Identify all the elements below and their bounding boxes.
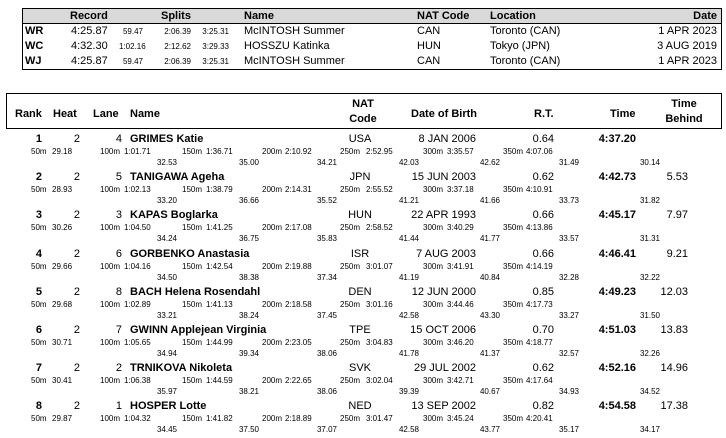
rank: 3 <box>35 209 42 221</box>
rank: 4 <box>35 248 42 260</box>
results-header <box>6 93 722 129</box>
final-time: 4:51.03 <box>598 324 636 336</box>
split-difference: 35.83 <box>316 234 337 243</box>
split-distance: 100m <box>100 376 121 385</box>
record-name: McINTOSH Summer <box>244 55 345 67</box>
split-distance: 350m <box>503 223 524 232</box>
rank: 2 <box>35 171 42 183</box>
split-distance: 150m <box>182 376 203 385</box>
split-difference: 33.21 <box>156 311 177 320</box>
split-cumulative: 3:04.83 <box>366 338 393 347</box>
record-nat: CAN <box>417 55 441 67</box>
split-distance: 250m <box>340 338 361 347</box>
split-cumulative: 30.71 <box>52 338 73 347</box>
record-split-100: 2:12.62 <box>164 42 191 51</box>
final-time: 4:52.16 <box>598 362 636 374</box>
split-cumulative: 1:04.32 <box>124 414 151 423</box>
split-distance: 250m <box>340 414 361 423</box>
header-nat-code: NAT Code <box>417 10 470 22</box>
split-difference: 35.00 <box>238 158 259 167</box>
nat-code: USA <box>348 133 372 145</box>
header-rt: R.T. <box>534 108 554 120</box>
nat-code: JPN <box>349 171 371 183</box>
result-row <box>0 360 726 400</box>
split-distance: 50m <box>31 223 47 232</box>
split-distance: 200m <box>262 376 283 385</box>
header-record: Record <box>70 10 108 22</box>
split-distance: 300m <box>423 147 444 156</box>
date-of-birth: 8 JAN 2006 <box>418 133 476 145</box>
split-distance: 100m <box>100 185 121 194</box>
split-difference: 34.17 <box>639 425 660 434</box>
record-date: 1 APR 2023 <box>658 25 717 37</box>
split-cumulative: 4:10.91 <box>526 185 553 194</box>
heat: 2 <box>73 362 80 374</box>
split-difference: 33.73 <box>558 196 579 205</box>
split-cumulative: 30.41 <box>52 376 73 385</box>
split-distance: 250m <box>340 300 361 309</box>
split-distance: 350m <box>503 147 524 156</box>
record-split-50: 1:02.16 <box>119 42 146 51</box>
split-difference: 40.84 <box>479 273 500 282</box>
split-distance: 250m <box>340 147 361 156</box>
split-difference: 34.21 <box>316 158 337 167</box>
athlete-name: HOSPER Lotte <box>130 400 207 412</box>
date-of-birth: 13 SEP 2002 <box>411 400 476 412</box>
split-difference: 35.97 <box>156 387 177 396</box>
split-distance: 50m <box>31 376 47 385</box>
split-cumulative: 2:55.52 <box>366 185 393 194</box>
split-cumulative: 4:20.41 <box>526 414 553 423</box>
split-difference: 41.44 <box>398 234 419 243</box>
split-distance: 300m <box>423 300 444 309</box>
nat-code: SVK <box>348 362 371 374</box>
split-distance: 100m <box>100 262 121 271</box>
split-cumulative: 1:04.16 <box>124 262 151 271</box>
result-row <box>0 207 726 247</box>
split-cumulative: 3:01.07 <box>366 262 393 271</box>
header-behind-line2: Behind <box>665 113 703 125</box>
split-cumulative: 2:18.89 <box>285 414 312 423</box>
date-of-birth: 29 JUL 2002 <box>414 362 476 374</box>
rank: 1 <box>35 133 42 145</box>
split-difference: 40.67 <box>479 387 500 396</box>
athlete-name: TRNIKOVA Nikoleta <box>130 362 233 374</box>
split-distance: 200m <box>262 338 283 347</box>
final-time: 4:37.20 <box>598 133 636 145</box>
record-split-150: 3:25.31 <box>202 57 229 66</box>
split-distance: 150m <box>182 262 203 271</box>
reaction-time: 0.66 <box>532 209 554 221</box>
split-distance: 100m <box>100 414 121 423</box>
split-cumulative: 1:44.59 <box>206 376 233 385</box>
split-distance: 200m <box>262 262 283 271</box>
header-splits: Splits <box>161 10 191 22</box>
split-difference: 41.21 <box>398 196 419 205</box>
final-time: 4:49.23 <box>598 286 636 298</box>
split-cumulative: 1:05.65 <box>124 338 151 347</box>
records-header <box>23 9 721 24</box>
record-type: WR <box>25 25 44 37</box>
record-name: McINTOSH Summer <box>244 25 345 37</box>
split-difference: 42.62 <box>479 158 500 167</box>
split-distance: 250m <box>340 223 361 232</box>
heat: 2 <box>73 324 80 336</box>
record-row <box>23 24 721 39</box>
header-name: Name <box>130 108 160 120</box>
split-difference: 35.52 <box>316 196 337 205</box>
heat: 2 <box>73 209 80 221</box>
header-time: Time <box>610 108 636 120</box>
header-lane: Lane <box>93 108 119 120</box>
record-split-100: 2:06.39 <box>164 27 191 36</box>
split-difference: 38.06 <box>316 349 337 358</box>
record-nat: CAN <box>417 25 441 37</box>
split-distance: 50m <box>31 300 47 309</box>
split-cumulative: 3:35.57 <box>447 147 474 156</box>
split-cumulative: 3:37.18 <box>447 185 474 194</box>
record-time: 4:25.87 <box>71 25 108 37</box>
reaction-time: 0.62 <box>532 362 554 374</box>
date-of-birth: 15 JUN 2003 <box>411 171 476 183</box>
split-difference: 31.82 <box>639 196 660 205</box>
split-difference: 41.19 <box>398 273 419 282</box>
split-cumulative: 1:02.89 <box>124 300 151 309</box>
split-cumulative: 3:41.91 <box>447 262 474 271</box>
heat: 2 <box>73 400 80 412</box>
date-of-birth: 12 JUN 2000 <box>411 286 476 298</box>
split-cumulative: 3:42.71 <box>447 376 474 385</box>
split-distance: 350m <box>503 262 524 271</box>
split-difference: 36.66 <box>238 196 259 205</box>
split-cumulative: 4:13.86 <box>526 223 553 232</box>
split-difference: 36.75 <box>238 234 259 243</box>
record-location: Toronto (CAN) <box>490 55 561 67</box>
split-cumulative: 3:40.29 <box>447 223 474 232</box>
athlete-name: BACH Helena Rosendahl <box>130 286 261 298</box>
lane: 3 <box>115 209 122 221</box>
split-distance: 300m <box>423 376 444 385</box>
lane: 4 <box>115 133 122 145</box>
split-cumulative: 1:42.54 <box>206 262 233 271</box>
record-split-50: 59.47 <box>122 57 143 66</box>
time-behind: 14.96 <box>660 362 688 374</box>
split-distance: 350m <box>503 414 524 423</box>
split-cumulative: 2:17.08 <box>285 223 312 232</box>
split-cumulative: 4:14.19 <box>526 262 553 271</box>
athlete-name: GORBENKO Anastasia <box>130 248 250 260</box>
split-difference: 33.20 <box>156 196 177 205</box>
time-behind: 9.21 <box>666 248 688 260</box>
split-cumulative: 29.66 <box>52 262 73 271</box>
split-difference: 41.37 <box>479 349 500 358</box>
split-cumulative: 1:41.13 <box>206 300 233 309</box>
split-cumulative: 1:38.79 <box>206 185 233 194</box>
nat-code: DEN <box>348 286 372 298</box>
split-cumulative: 4:17.64 <box>526 376 553 385</box>
reaction-time: 0.82 <box>532 400 554 412</box>
split-difference: 31.50 <box>639 311 660 320</box>
rank: 6 <box>35 324 42 336</box>
lane: 8 <box>115 286 122 298</box>
split-difference: 37.45 <box>316 311 337 320</box>
time-behind: 17.38 <box>660 400 688 412</box>
athlete-name: GWINN Applejean Virginia <box>130 324 267 336</box>
split-cumulative: 4:17.73 <box>526 300 553 309</box>
lane: 7 <box>115 324 122 336</box>
header-name: Name <box>244 10 274 22</box>
record-row <box>23 54 721 69</box>
split-distance: 150m <box>182 338 203 347</box>
split-distance: 150m <box>182 147 203 156</box>
split-distance: 350m <box>503 338 524 347</box>
split-distance: 300m <box>423 414 444 423</box>
split-distance: 50m <box>31 338 47 347</box>
split-cumulative: 2:18.58 <box>285 300 312 309</box>
reaction-time: 0.62 <box>532 171 554 183</box>
split-cumulative: 3:01.47 <box>366 414 393 423</box>
result-row <box>0 398 726 438</box>
split-distance: 50m <box>31 414 47 423</box>
record-split-150: 3:25.31 <box>202 27 229 36</box>
split-distance: 50m <box>31 185 47 194</box>
record-split-50: 59.47 <box>122 27 143 36</box>
record-nat: HUN <box>417 40 441 52</box>
split-difference: 34.93 <box>558 387 579 396</box>
split-distance: 100m <box>100 147 121 156</box>
date-of-birth: 22 APR 1993 <box>411 209 476 221</box>
split-cumulative: 1:01.71 <box>124 147 151 156</box>
split-distance: 150m <box>182 300 203 309</box>
split-distance: 100m <box>100 338 121 347</box>
split-cumulative: 4:07.06 <box>526 147 553 156</box>
final-time: 4:45.17 <box>598 209 636 221</box>
rank: 5 <box>35 286 42 298</box>
split-difference: 32.28 <box>558 273 579 282</box>
result-row <box>0 322 726 362</box>
split-difference: 41.78 <box>398 349 419 358</box>
header-nat-line2: Code <box>349 113 377 125</box>
split-distance: 200m <box>262 223 283 232</box>
split-difference: 41.66 <box>479 196 500 205</box>
nat-code: NED <box>348 400 372 412</box>
split-distance: 300m <box>423 223 444 232</box>
split-cumulative: 3:45.24 <box>447 414 474 423</box>
split-difference: 34.52 <box>639 387 660 396</box>
split-difference: 32.53 <box>156 158 177 167</box>
lane: 1 <box>115 400 122 412</box>
split-distance: 250m <box>340 185 361 194</box>
split-cumulative: 1:04.50 <box>124 223 151 232</box>
split-distance: 300m <box>423 262 444 271</box>
record-date: 1 APR 2023 <box>658 55 717 67</box>
split-distance: 250m <box>340 262 361 271</box>
split-difference: 38.38 <box>238 273 259 282</box>
athlete-name: TANIGAWA Ageha <box>130 171 225 183</box>
split-distance: 200m <box>262 147 283 156</box>
record-type: WJ <box>25 55 42 67</box>
split-distance: 200m <box>262 300 283 309</box>
split-distance: 50m <box>31 262 47 271</box>
split-cumulative: 1:36.71 <box>206 147 233 156</box>
split-cumulative: 2:23.05 <box>285 338 312 347</box>
athlete-name: GRIMES Katie <box>130 133 204 145</box>
split-difference: 32.57 <box>558 349 579 358</box>
split-cumulative: 29.68 <box>52 300 73 309</box>
split-difference: 35.17 <box>558 425 579 434</box>
record-date: 3 AUG 2019 <box>657 40 717 52</box>
split-difference: 37.34 <box>316 273 337 282</box>
nat-code: TPE <box>349 324 371 336</box>
lane: 5 <box>115 171 122 183</box>
heat: 2 <box>73 133 80 145</box>
split-difference: 34.50 <box>156 273 177 282</box>
split-difference: 38.06 <box>316 387 337 396</box>
split-cumulative: 1:06.38 <box>124 376 151 385</box>
split-difference: 32.22 <box>639 273 660 282</box>
split-difference: 37.50 <box>238 425 259 434</box>
rank: 8 <box>35 400 42 412</box>
split-cumulative: 1:02.13 <box>124 185 151 194</box>
final-time: 4:46.41 <box>598 248 636 260</box>
reaction-time: 0.66 <box>532 248 554 260</box>
split-cumulative: 2:52.95 <box>366 147 393 156</box>
header-date: Date <box>693 10 717 22</box>
record-location: Toronto (CAN) <box>490 25 561 37</box>
split-cumulative: 1:44.99 <box>206 338 233 347</box>
split-cumulative: 2:58.52 <box>366 223 393 232</box>
record-time: 4:25.87 <box>71 55 108 67</box>
result-row <box>0 246 726 286</box>
split-cumulative: 29.87 <box>52 414 73 423</box>
records-table <box>22 8 722 70</box>
split-difference: 37.07 <box>316 425 337 434</box>
split-cumulative: 3:46.20 <box>447 338 474 347</box>
split-distance: 150m <box>182 414 203 423</box>
split-distance: 200m <box>262 185 283 194</box>
split-distance: 200m <box>262 414 283 423</box>
date-of-birth: 7 AUG 2003 <box>416 248 476 260</box>
header-rank: Rank <box>15 108 42 120</box>
final-time: 4:54.58 <box>598 400 636 412</box>
reaction-time: 0.85 <box>532 286 554 298</box>
split-distance: 100m <box>100 223 121 232</box>
split-distance: 350m <box>503 185 524 194</box>
split-difference: 34.45 <box>156 425 177 434</box>
result-row <box>0 169 726 209</box>
split-difference: 42.58 <box>398 311 419 320</box>
lane: 2 <box>115 362 122 374</box>
record-split-150: 3:29.33 <box>202 42 229 51</box>
split-distance: 350m <box>503 376 524 385</box>
split-difference: 33.27 <box>558 311 579 320</box>
header-heat: Heat <box>53 108 77 120</box>
result-row <box>0 131 726 171</box>
split-cumulative: 2:19.88 <box>285 262 312 271</box>
split-difference: 43.30 <box>479 311 500 320</box>
split-cumulative: 28.93 <box>52 185 73 194</box>
reaction-time: 0.64 <box>532 133 554 145</box>
heat: 2 <box>73 248 80 260</box>
record-row <box>23 39 721 54</box>
heat: 2 <box>73 171 80 183</box>
rank: 7 <box>35 362 42 374</box>
split-difference: 31.31 <box>639 234 660 243</box>
split-cumulative: 1:41.82 <box>206 414 233 423</box>
split-difference: 38.24 <box>238 311 259 320</box>
header-behind-line1: Time <box>671 98 697 110</box>
split-difference: 43.77 <box>479 425 500 434</box>
time-behind: 13.83 <box>660 324 688 336</box>
split-difference: 31.49 <box>558 158 579 167</box>
record-split-100: 2:06.39 <box>164 57 191 66</box>
split-distance: 300m <box>423 185 444 194</box>
split-difference: 41.77 <box>479 234 500 243</box>
split-distance: 300m <box>423 338 444 347</box>
record-name: HOSSZU Katinka <box>244 40 330 52</box>
record-time: 4:32.30 <box>71 40 108 52</box>
split-difference: 34.24 <box>156 234 177 243</box>
header-nat-line1: NAT <box>352 98 374 110</box>
date-of-birth: 15 OCT 2006 <box>410 324 476 336</box>
nat-code: ISR <box>350 248 370 260</box>
split-cumulative: 30.26 <box>52 223 73 232</box>
split-distance: 100m <box>100 300 121 309</box>
split-cumulative: 2:14.31 <box>285 185 312 194</box>
lane: 6 <box>115 248 122 260</box>
split-difference: 30.14 <box>639 158 660 167</box>
split-distance: 150m <box>182 185 203 194</box>
record-location: Tokyo (JPN) <box>490 40 550 52</box>
time-behind: 12.03 <box>660 286 688 298</box>
nat-code: HUN <box>348 209 372 221</box>
split-difference: 34.94 <box>156 349 177 358</box>
split-distance: 150m <box>182 223 203 232</box>
split-cumulative: 3:01.16 <box>366 300 393 309</box>
final-time: 4:42.73 <box>598 171 636 183</box>
result-row <box>0 284 726 324</box>
split-cumulative: 2:22.65 <box>285 376 312 385</box>
time-behind: 5.53 <box>666 171 688 183</box>
split-difference: 39.34 <box>238 349 259 358</box>
split-cumulative: 3:44.46 <box>447 300 474 309</box>
record-type: WC <box>25 40 44 52</box>
header-date-of-birth: Date of Birth <box>411 108 477 120</box>
heat: 2 <box>73 286 80 298</box>
split-cumulative: 3:02.04 <box>366 376 393 385</box>
split-difference: 42.58 <box>398 425 419 434</box>
header-location: Location <box>490 10 536 22</box>
split-difference: 38.21 <box>238 387 259 396</box>
split-difference: 33.57 <box>558 234 579 243</box>
split-difference: 32.26 <box>639 349 660 358</box>
split-difference: 39.39 <box>398 387 419 396</box>
split-cumulative: 2:10.92 <box>285 147 312 156</box>
split-difference: 42.03 <box>398 158 419 167</box>
split-cumulative: 29.18 <box>52 147 73 156</box>
time-behind: 7.97 <box>666 209 688 221</box>
athlete-name: KAPAS Boglarka <box>130 209 218 221</box>
split-cumulative: 4:18.77 <box>526 338 553 347</box>
reaction-time: 0.70 <box>532 324 554 336</box>
split-distance: 250m <box>340 376 361 385</box>
split-distance: 50m <box>31 147 47 156</box>
split-distance: 350m <box>503 300 524 309</box>
split-cumulative: 1:41.25 <box>206 223 233 232</box>
